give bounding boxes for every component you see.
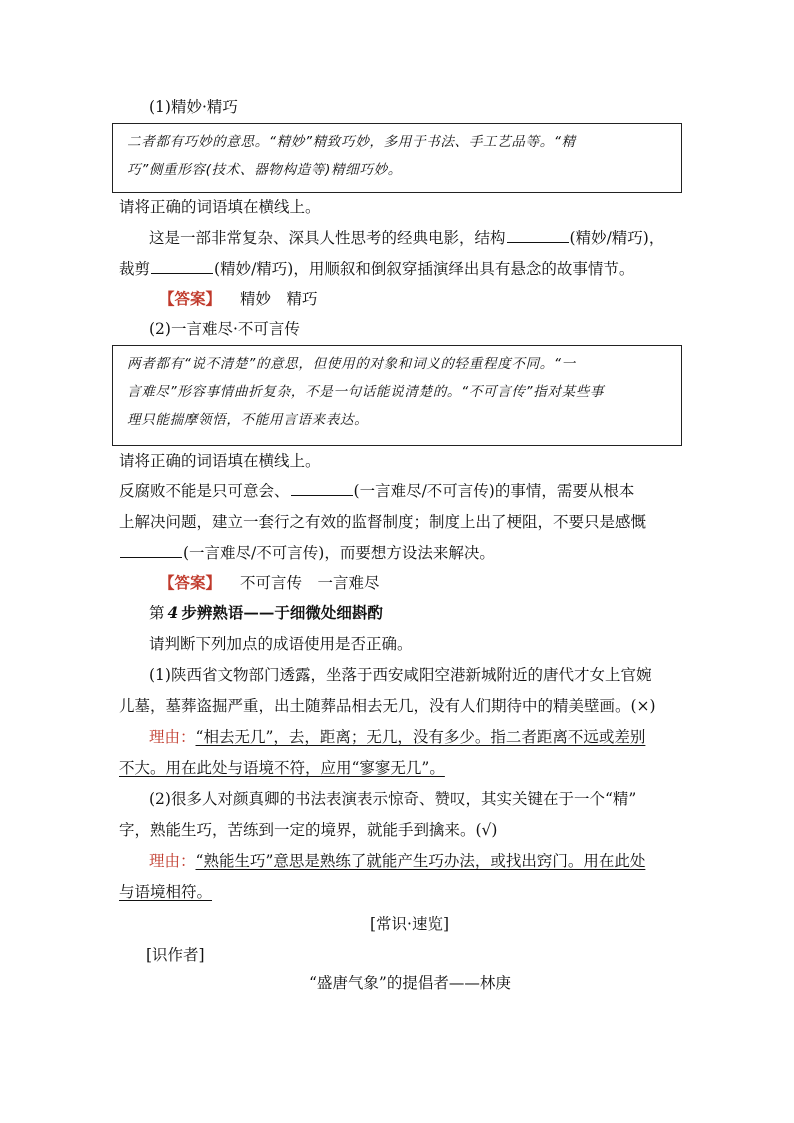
item-text: 儿墓，墓葬盗掘严重，出土随葬品相去无几，没有人们期待中的精美壁画。(×) [119, 697, 656, 715]
answer-tag: 【答案】 [159, 290, 222, 308]
question-segment: 这是一部非常复杂、深具人性思考的经典电影，结构 [149, 229, 506, 247]
answer-tag: 【答案】 [159, 574, 222, 592]
reason-line [119, 757, 445, 779]
definition-text: 理只能揣摩领悟，不能用言语来表达。 [127, 412, 369, 428]
fill-blank [120, 543, 182, 558]
question-segment: 反腐败不能是只可意会、 [119, 482, 290, 500]
question-text [119, 480, 634, 502]
question-segment: (精妙/精巧)，用顺叙和倒叙穿插演绎出具有悬念的故事情节。 [214, 260, 635, 278]
author-title: “盛唐气象”的提倡者——林庚 [309, 974, 511, 992]
definition-text: 言难尽”形容事情曲折复杂，不是一句话能说清楚的。“不可言传”指对某些事 [127, 384, 605, 400]
answer-line [159, 288, 317, 310]
step-title: 步辨熟语——于细微处细斟酌 [181, 603, 383, 622]
question-segment: (精妙/精巧)， [569, 229, 665, 247]
reason-text: “相去无几”，去，距离；无几，没有多少。指二者距离不远或差别 [195, 728, 646, 746]
section-heading: (1)精妙·精巧 [149, 98, 238, 116]
item-text: 字，熟能生巧，苦练到一定的境界，就能手到擒来。(√) [119, 821, 498, 839]
fill-blank [291, 481, 353, 496]
question-segment: (一言难尽/不可言传)的事情，需要从根本 [353, 482, 635, 500]
definition-text: 二者都有巧妙的意思。“精妙”精致巧妙，多用于书法、手工艺品等。“精 [127, 134, 576, 150]
fill-blank [507, 228, 569, 243]
reason-line [149, 850, 645, 872]
item-text: (2)很多人对颜真卿的书法表演表示惊奇、赞叹，其实关键在于一个“精” [149, 790, 637, 808]
instruction-text: 请将正确的词语填在横线上。 [119, 198, 321, 216]
answer-text: 不可言传 一言难尽 [239, 574, 380, 592]
reason-line [149, 726, 645, 748]
section-heading: (2)一言难尽·不可言传 [149, 320, 300, 338]
reason-text: 不大。用在此处与语境不符，应用“寥寥无几”。 [119, 759, 445, 777]
reason-text: “熟能生巧”意思是熟练了就能产生巧办法，或找出窍门。用在此处 [195, 852, 646, 870]
reason-line [119, 881, 212, 903]
sub-section-tag: [识作者] [146, 946, 205, 964]
question-text [119, 258, 634, 280]
question-text [119, 542, 495, 564]
definition-text: 巧”侧重形容(技术、器物构造等)精细巧妙。 [127, 162, 402, 178]
question-segment: 裁剪 [119, 260, 151, 278]
step-prefix: 第 [149, 604, 165, 622]
reason-text: 与语境相符。 [119, 883, 213, 901]
item-text: (1)陕西省文物部门透露，坐落于西安咸阳空港新城附近的唐代才女上官婉 [149, 666, 652, 684]
question-text [149, 227, 664, 249]
definition-text: 两者都有“说不清楚”的意思，但使用的对象和词义的轻重程度不同。“一 [127, 356, 576, 372]
answer-line [159, 572, 379, 594]
question-text: 上解决问题，建立一套行之有效的监督制度；制度上出了梗阻，不要只是感慨 [119, 513, 647, 531]
definition-box [112, 345, 682, 446]
definition-box [112, 123, 682, 193]
fill-blank [151, 259, 213, 274]
reason-tag: 理由： [149, 728, 196, 746]
instruction-text: 请将正确的词语填在横线上。 [119, 452, 321, 470]
question-segment: (一言难尽/不可言传)，而要想方设法来解决。 [183, 544, 495, 562]
answer-text: 精妙 精巧 [239, 290, 318, 308]
section-title: [常识·速览] [370, 915, 450, 933]
step-number: 4 [167, 603, 179, 622]
instruction-text: 请判断下列加点的成语使用是否正确。 [149, 635, 413, 653]
reason-tag: 理由： [149, 852, 196, 870]
step-heading [149, 602, 383, 624]
